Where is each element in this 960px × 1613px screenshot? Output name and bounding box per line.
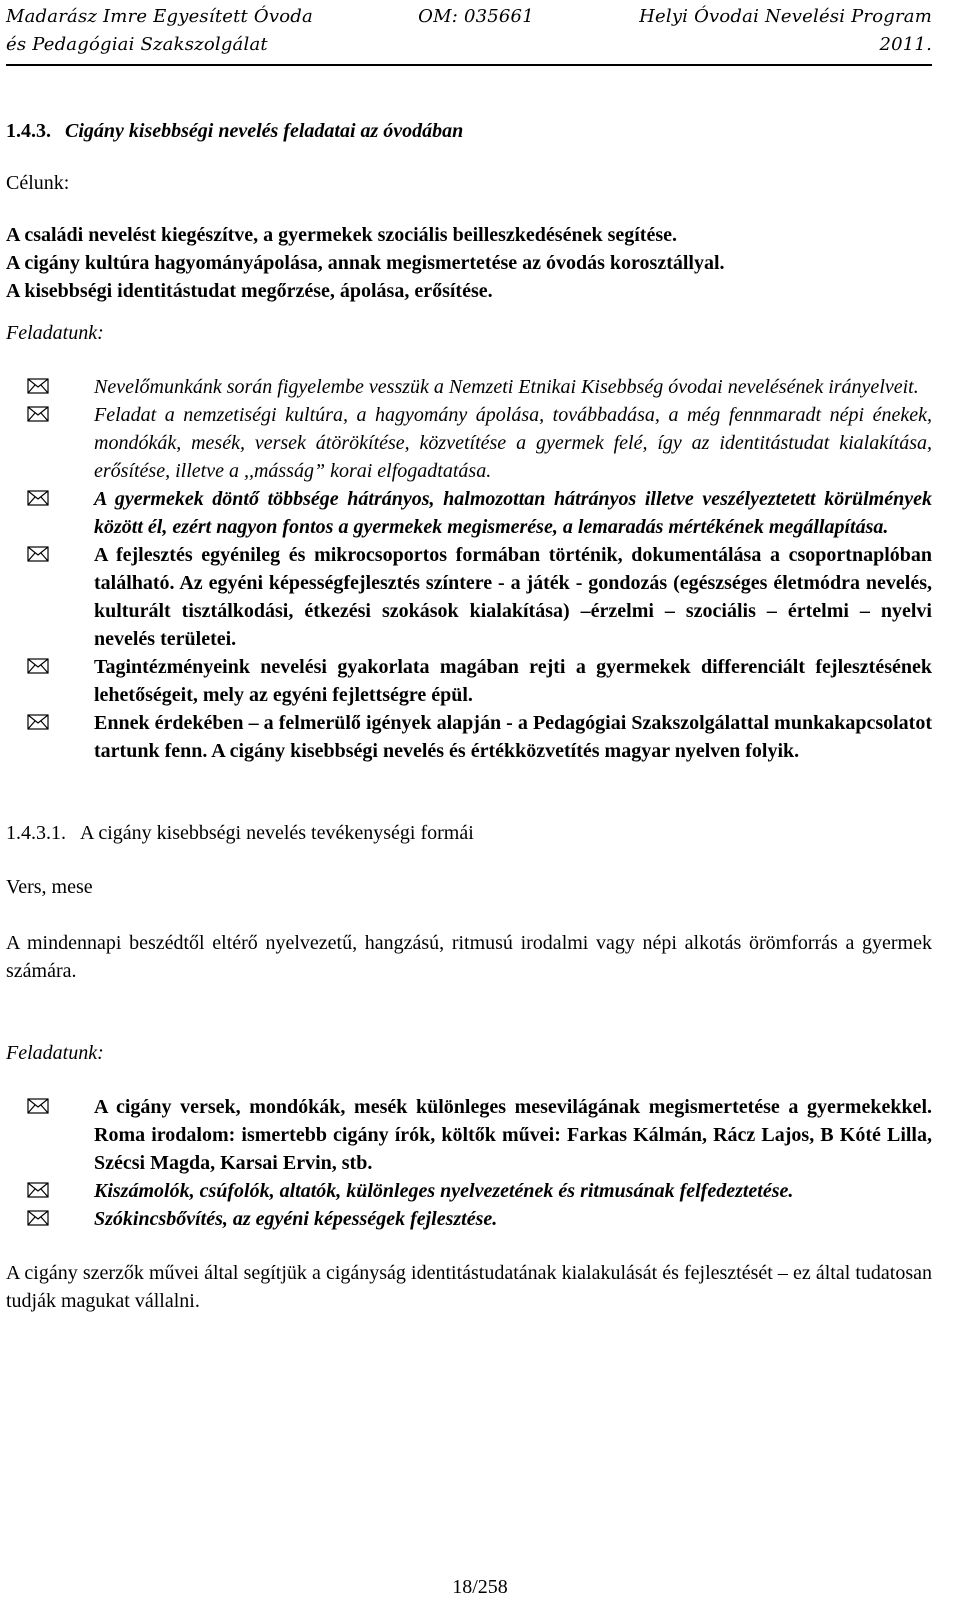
envelope-bullet-icon: [27, 487, 49, 507]
section-number: 1.4.3.: [6, 120, 51, 142]
section-heading: [6, 117, 932, 145]
tasks-list: [6, 373, 932, 765]
envelope-bullet-icon: [27, 655, 49, 675]
task-item: A gyermekek döntő többsége hátrányos, halmozottan hátrányos illetve veszélyeztetett körülmények között él, ezért nagyon fontos a gyermekek megismerése, a lemaradás mértékének megállapítása.: [94, 485, 932, 541]
header-row-1: [6, 3, 932, 31]
goal-item: A kisebbségi identitástudat megőrzése, ápolása, erősítése.: [6, 280, 493, 302]
task2-item: A cigány versek, mondókák, mesék különleges mesevilágának megismertetése a gyermekekkel. Roma irodalom: ismertebb cigány írók, költők művei: Farkas Kálmán, Rácz Lajos, B Kóté Lilla, Szécsi Magda, Karsai Ervin, stb.: [94, 1093, 932, 1177]
tasks2-list: [6, 1093, 932, 1233]
task-item: Ennek érdekében – a felmerülő igények alapján - a Pedagógiai Szakszolgálattal munkakapcsolatot tartunk fenn. A cigány kisebbségi nevelés és értékközvetítés magyar nyelven folyik.: [94, 709, 932, 765]
envelope-bullet-icon: [27, 403, 49, 423]
task2-item: Szókincsbővítés, az egyéni képességek fejlesztése.: [94, 1205, 932, 1233]
envelope-bullet-icon: [27, 711, 49, 731]
header-year: 2011.: [879, 34, 932, 55]
goals-label: Célunk:: [6, 172, 70, 194]
header-row-2: [6, 31, 932, 59]
document-body: [6, 117, 932, 1315]
goals-list: [6, 221, 932, 305]
header-org-subname: és Pedagógiai Szakszolgálat: [6, 34, 268, 55]
envelope-bullet-icon: [27, 1179, 49, 1199]
header-program-name: Helyi Óvodai Nevelési Program: [639, 6, 932, 27]
task-item: A fejlesztés egyénileg és mikrocsoportos formában történik, dokumentálása a csoportnaplóban található. Az egyéni képességfejlesztés színtere - a játék - gondozás (egészséges életmódra nevelés, kulturált tisztálkodási, étkezési szokások kialakítása) –érzelmi – szociális – értelmi – nyelvi nevelés területei.: [94, 541, 932, 653]
envelope-bullet-icon: [27, 375, 49, 395]
tasks-label: Feladatunk:: [6, 322, 104, 344]
subsection-title: A cigány kisebbségi nevelés tevékenységi formái: [80, 822, 474, 844]
subsection-heading: [6, 819, 932, 847]
page-number: 18/258: [452, 1576, 508, 1598]
task-item: Nevelőmunkánk során figyelembe vesszük a Nemzeti Etnikai Kisebbség óvodai nevelésének irányelveit.: [94, 373, 932, 401]
header-om-code: OM: 035661: [418, 6, 534, 27]
subsection-number: 1.4.3.1.: [6, 822, 66, 844]
task2-item: Kiszámolók, csúfolók, altatók, különleges nyelvezetének és ritmusának felfedeztetése.: [94, 1177, 932, 1205]
header-divider: [6, 64, 932, 66]
task-item: Feladat a nemzetiségi kultúra, a hagyomány ápolása, továbbadása, a még fennmaradt népi énekek, mondókák, mesék, versek átörökítése, közvetítése a gyermek felé, így az identitástudat kialakítása, erősítése, illetve a ,,másság” korai elfogadtatása.: [94, 401, 932, 485]
closing-paragraph: A cigány szerzők művei által segítjük a cigányság identitástudatának kialakulását és fejlesztését – ez által tudatosan tudják magukat vállalni.: [6, 1262, 932, 1312]
vers-mese-text: A mindennapi beszédtől eltérő nyelvezetű, hangzású, ritmusú irodalmi vagy népi alkotás örömforrás a gyermek számára.: [6, 932, 932, 982]
goal-item: A családi nevelést kiegészítve, a gyermekek szociális beilleszkedésének segítése.: [6, 224, 677, 246]
tasks2-label: Feladatunk:: [6, 1042, 104, 1064]
task-item: Tagintézményeink nevelési gyakorlata magában rejti a gyermekek differenciált fejlesztésének lehetőségeit, mely az egyéni fejlettségre épül.: [94, 653, 932, 709]
goal-item: A cigány kultúra hagyományápolása, annak megismertetése az óvodás korosztállyal.: [6, 252, 725, 274]
envelope-bullet-icon: [27, 543, 49, 563]
page-header: [6, 3, 932, 59]
vers-mese-label: Vers, mese: [6, 876, 93, 898]
envelope-bullet-icon: [27, 1207, 49, 1227]
section-title: Cigány kisebbségi nevelés feladatai az óvodában: [65, 120, 464, 142]
envelope-bullet-icon: [27, 1095, 49, 1115]
header-org-name: Madarász Imre Egyesített Óvoda: [6, 6, 313, 27]
